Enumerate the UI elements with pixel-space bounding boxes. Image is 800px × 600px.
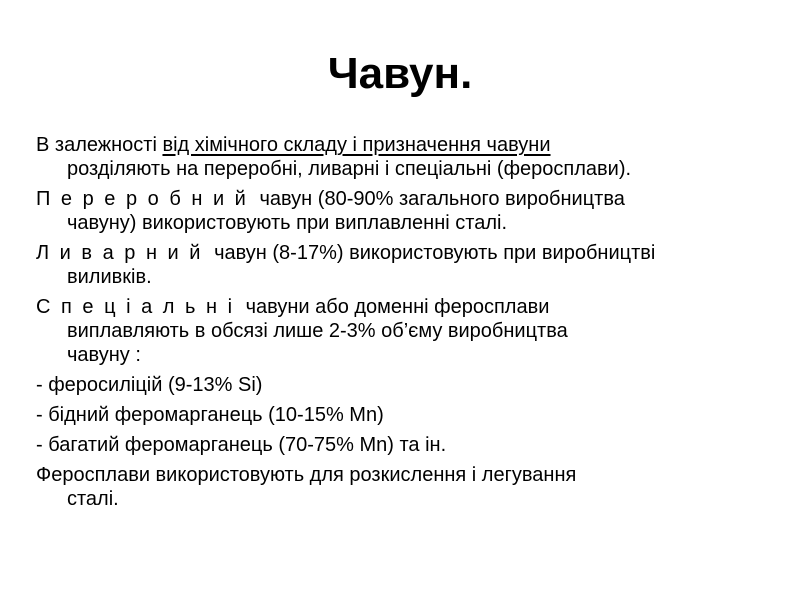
underlined-text: від хімічного складу і призначення чавуни (162, 134, 551, 156)
text-line: виплавляють в обсязі лише 2-3% об’єму виробництва (67, 320, 568, 342)
page-title: Чавун. (327, 49, 473, 98)
text-span: чавун (80-90% загального виробництва (248, 188, 625, 210)
list-item-rich-ferromanganese (36, 433, 800, 457)
paragraph-ferroalloys-usage (36, 463, 800, 511)
text-line: - феросиліцій (9-13% Si) (36, 374, 263, 396)
body-text (36, 133, 800, 517)
text-line (36, 187, 800, 211)
spaced-term: П е р е р о б н и й (36, 188, 249, 210)
text-span: В залежності (36, 134, 163, 156)
text-line: - бідний феромарганець (10-15% Mn) (36, 404, 384, 426)
paragraph-special-iron (36, 295, 800, 367)
text-line: розділяють на переробні, ливарні і спеціальні (феросплави). (67, 158, 632, 180)
spaced-term: Л и в а р н и й (36, 242, 203, 264)
paragraph-classification (36, 133, 800, 181)
text-line (36, 241, 800, 265)
text-line: чавуну : (67, 344, 141, 366)
paragraph-conversion-iron (36, 187, 800, 235)
text-span: чавуни або доменні феросплави (234, 296, 550, 318)
text-line: Феросплави використовують для розкислення і легування (36, 464, 577, 486)
text-line (36, 133, 800, 157)
text-line: - багатий феромарганець (70-75% Mn) та ін. (36, 434, 447, 456)
paragraph-foundry-iron (36, 241, 800, 289)
text-line: чавуну) використовують при виплавленні сталі. (67, 212, 507, 234)
text-span: чавун (8-17%) використовують при виробництві (202, 242, 656, 264)
text-line (36, 295, 800, 319)
spaced-term: С п е ц і а л ь н і (36, 296, 235, 318)
text-line: сталі. (67, 488, 119, 510)
list-item-ferrosilicon (36, 373, 800, 397)
list-item-poor-ferromanganese (36, 403, 800, 427)
text-line: виливків. (67, 266, 152, 288)
